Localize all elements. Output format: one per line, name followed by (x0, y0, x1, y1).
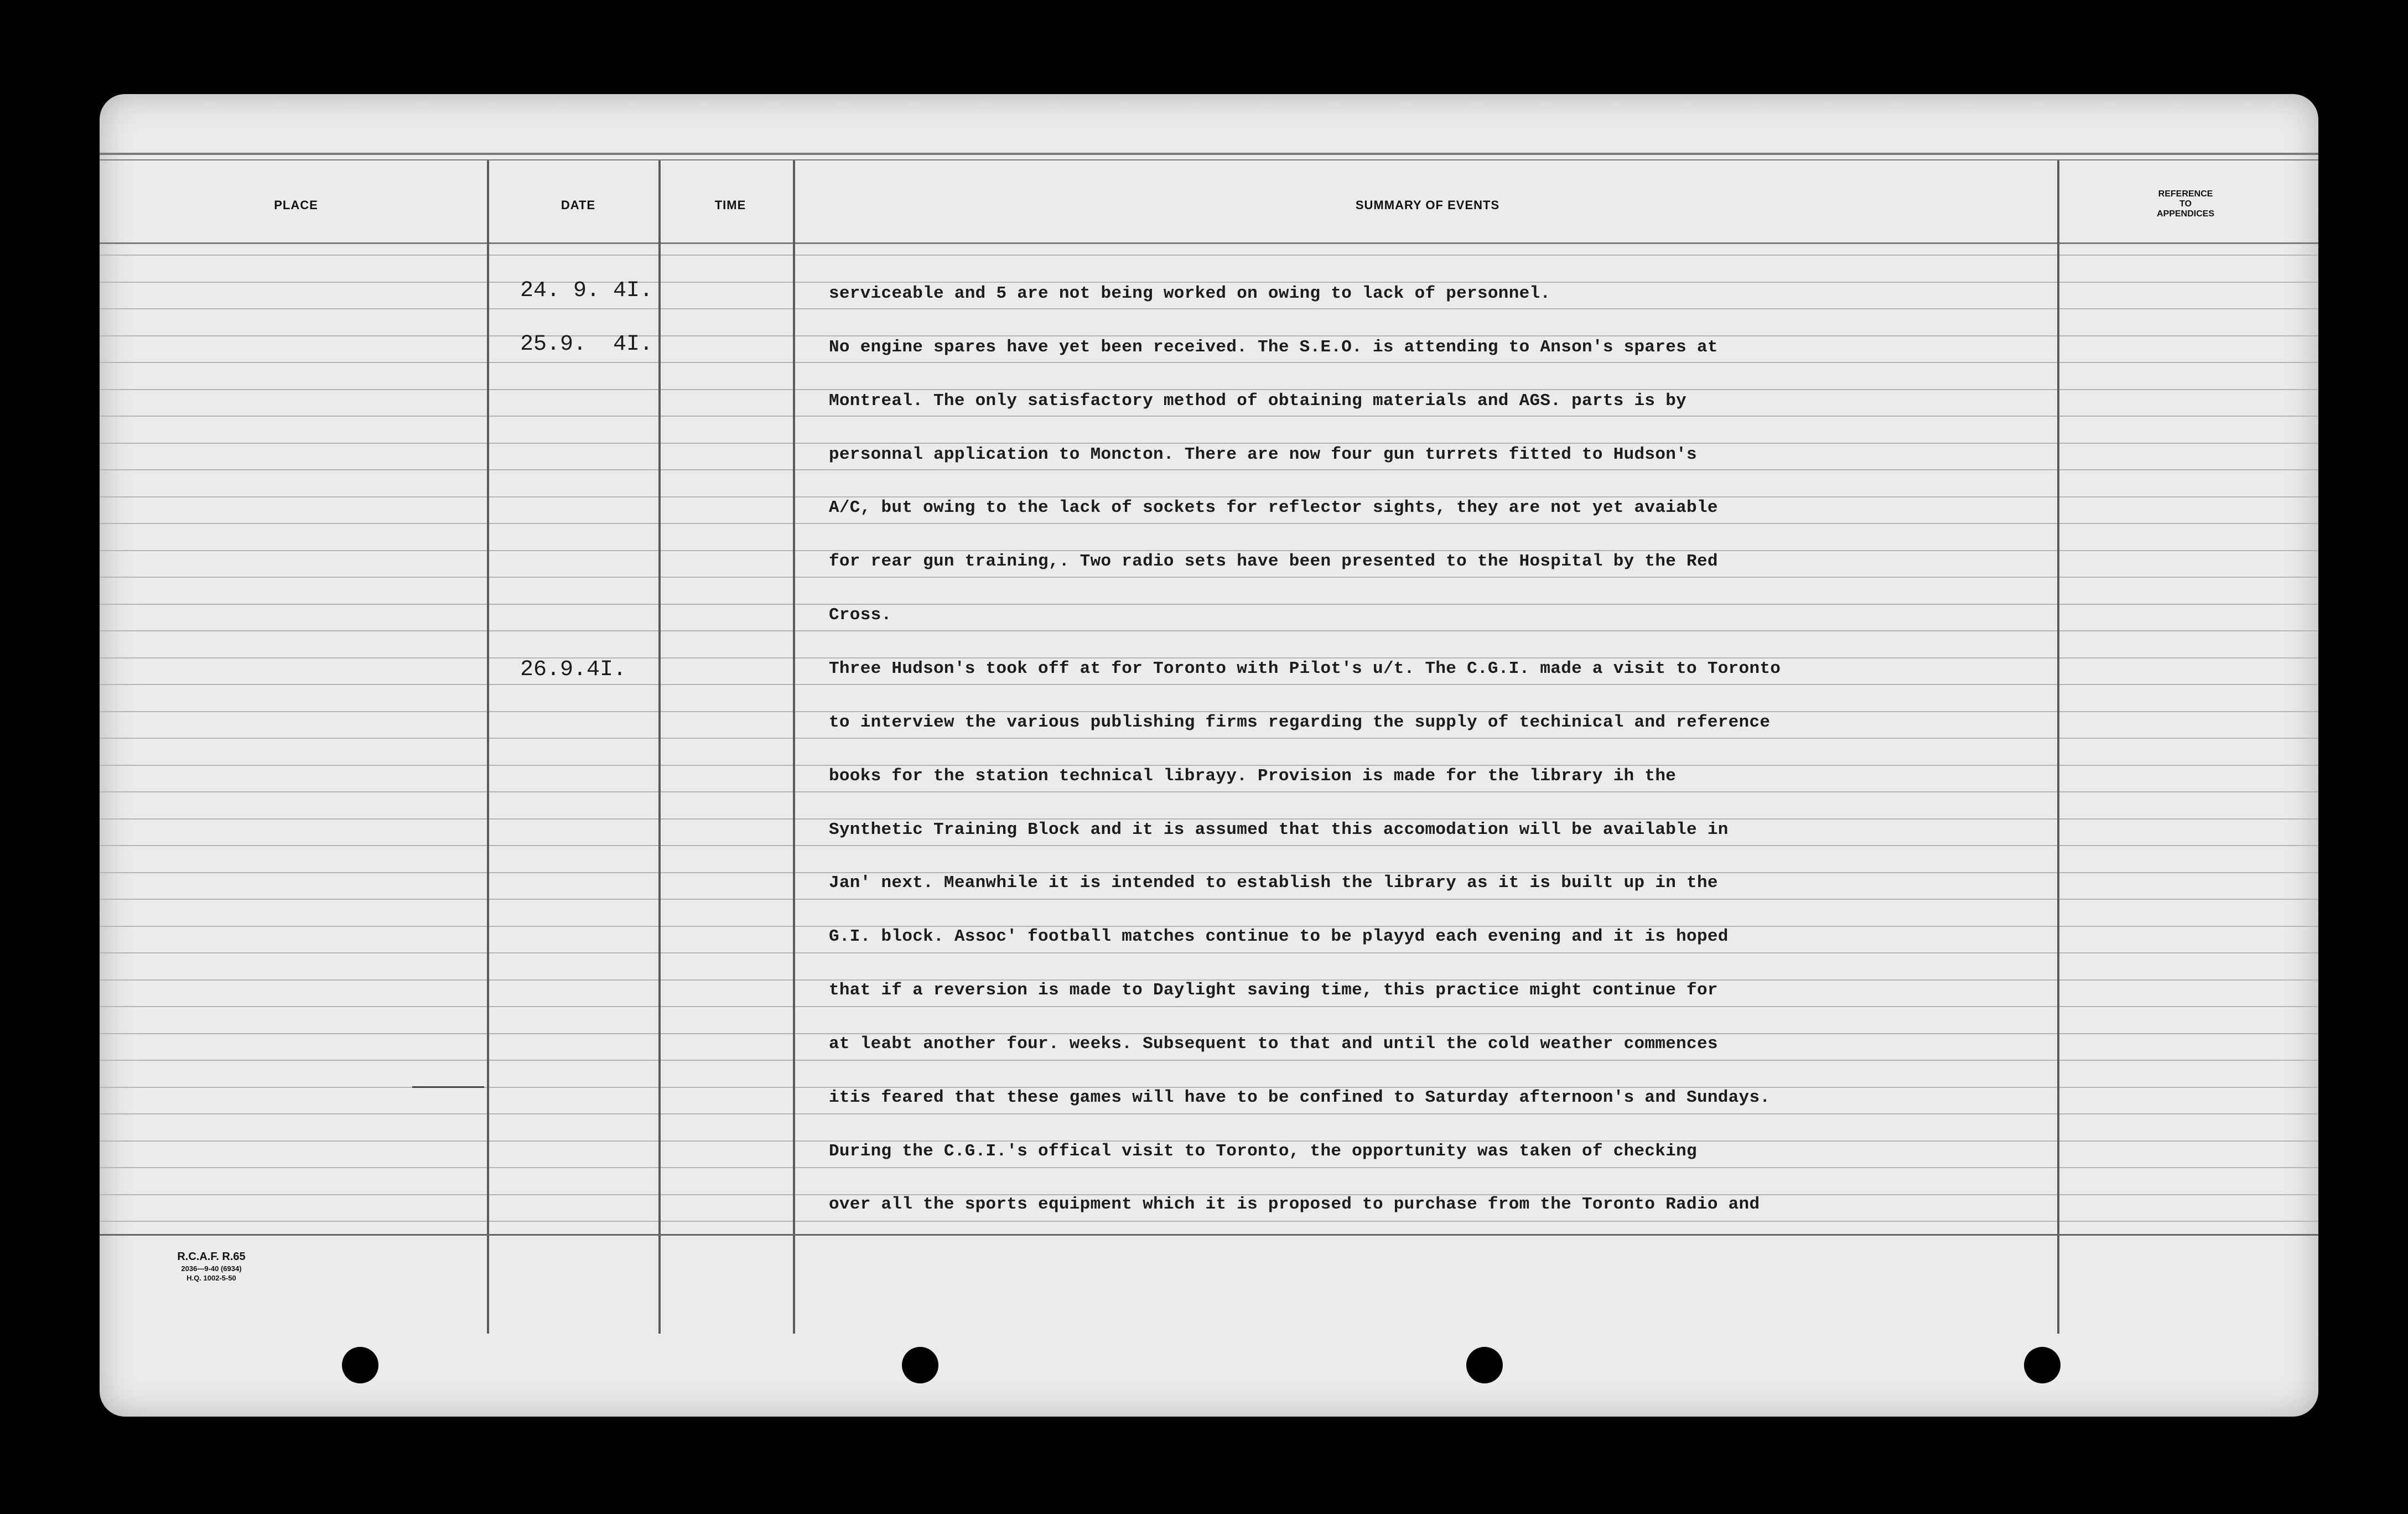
ruled-line (100, 1221, 2318, 1222)
ruled-line (100, 845, 2318, 846)
header-bottom-rule (100, 242, 2318, 244)
summary-line: serviceable and 5 are not being worked on owing to lack of personnel. (829, 284, 1551, 303)
ruled-line (100, 308, 2318, 309)
ruled-line (100, 523, 2318, 524)
ruled-line (100, 899, 2318, 900)
ruled-line (100, 255, 2318, 256)
header-reference (2080, 189, 2291, 219)
punch-hole (342, 1347, 378, 1383)
ruled-line (100, 443, 2318, 444)
summary-line: over all the sports equipment which it is proposed to purchase from the Toronto Radio and (829, 1195, 1760, 1214)
punch-hole (902, 1347, 938, 1383)
summary-line: Three Hudson's took off at for Toronto with Pilot's u/t. The C.G.I. made a visit to Toronto (829, 659, 1781, 678)
ruled-line (100, 657, 2318, 659)
ruled-line (100, 550, 2318, 551)
summary-line: During the C.G.I.'s offical visit to Toronto, the opportunity was taken of checking (829, 1142, 1697, 1161)
entry-date-2: 25.9. 4I. (520, 332, 653, 357)
form-code-line-1: R.C.A.F. R.65 (177, 1251, 246, 1263)
header-summary: SUMMARY OF EVENTS (1355, 198, 1500, 212)
ruled-line (100, 496, 2318, 497)
top-rule-1 (100, 153, 2318, 155)
entry-date-3: 26.9.4I. (520, 657, 627, 682)
summary-line: Synthetic Training Block and it is assumed that this accomodation will be available in (829, 820, 1729, 839)
ruled-line (100, 577, 2318, 578)
summary-line: to interview the various publishing firms regarding the supply of techinical and reference (829, 713, 1771, 732)
ruled-line (100, 416, 2318, 417)
ruled-line (100, 604, 2318, 605)
form-code (150, 1251, 272, 1282)
ruled-line (100, 1006, 2318, 1007)
form-code-line-2: 2036—9-40 (6934) (181, 1264, 242, 1273)
summary-line: No engine spares have yet been received. The S.E.O. is attending to Anson's spares at (829, 338, 1718, 357)
summary-line: for rear gun training,. Two radio sets have been presented to the Hospital by the Red (829, 552, 1718, 571)
punch-hole (2024, 1347, 2061, 1383)
ruled-line (100, 1167, 2318, 1168)
divider-place-date (487, 160, 489, 1334)
ruled-line (100, 765, 2318, 766)
header-date: DATE (561, 198, 596, 212)
form-code-line-3: H.Q. 1002-5-50 (186, 1274, 236, 1282)
summary-line: Montreal. The only satisfactory method of obtaining materials and AGS. parts is by (829, 391, 1687, 411)
summary-line: itis feared that these games will have to be confined to Saturday afternoon's and Sundays. (829, 1088, 1771, 1107)
ruled-line (100, 630, 2318, 631)
ruled-line (100, 1060, 2318, 1061)
ruled-line (100, 791, 2318, 792)
summary-line: A/C, but owing to the lack of sockets for reflector sights, they are not yet avaiable (829, 498, 1718, 517)
punch-hole (1466, 1347, 1503, 1383)
header-time: TIME (714, 198, 746, 212)
ruled-line (100, 738, 2318, 739)
bottom-rule (100, 1234, 2318, 1236)
summary-line: G.I. block. Assoc' football matches continue to be playyd each evening and it is hoped (829, 927, 1729, 946)
header-place: PLACE (274, 198, 318, 212)
ruled-line (100, 389, 2318, 390)
entry-date-1: 24. 9. 4I. (520, 278, 653, 303)
summary-line: that if a reversion is made to Daylight saving time, this practice might continue for (829, 981, 1718, 1000)
summary-line: Jan' next. Meanwhile it is intended to establish the library as it is built up in the (829, 873, 1718, 893)
ruled-line (100, 335, 2318, 336)
divider-date-time (658, 160, 661, 1334)
ruled-line (100, 469, 2318, 470)
header-reference-text: REFERENCE TO APPENDICES (2156, 189, 2215, 219)
ruled-line (100, 1113, 2318, 1114)
ruled-line (100, 282, 2318, 283)
divider-time-summary (793, 160, 795, 1334)
summary-line: books for the station technical librayy. Provision is made for the library ih the (829, 766, 1677, 786)
top-rule-2 (100, 159, 2318, 160)
summary-line: personnal application to Moncton. There are now four gun turrets fitted to Hudson's (829, 445, 1697, 464)
pencil-mark (412, 1086, 484, 1088)
ruled-line (100, 711, 2318, 712)
summary-line: Cross. (829, 605, 892, 625)
diary-form-card (100, 94, 2318, 1417)
divider-summary-reference (2057, 160, 2059, 1334)
ruled-line (100, 818, 2318, 820)
summary-line: at leabt another four. weeks. Subsequent to that and until the cold weather commences (829, 1034, 1718, 1054)
ruled-line (100, 362, 2318, 363)
ruled-line (100, 684, 2318, 685)
ruled-line (100, 952, 2318, 953)
